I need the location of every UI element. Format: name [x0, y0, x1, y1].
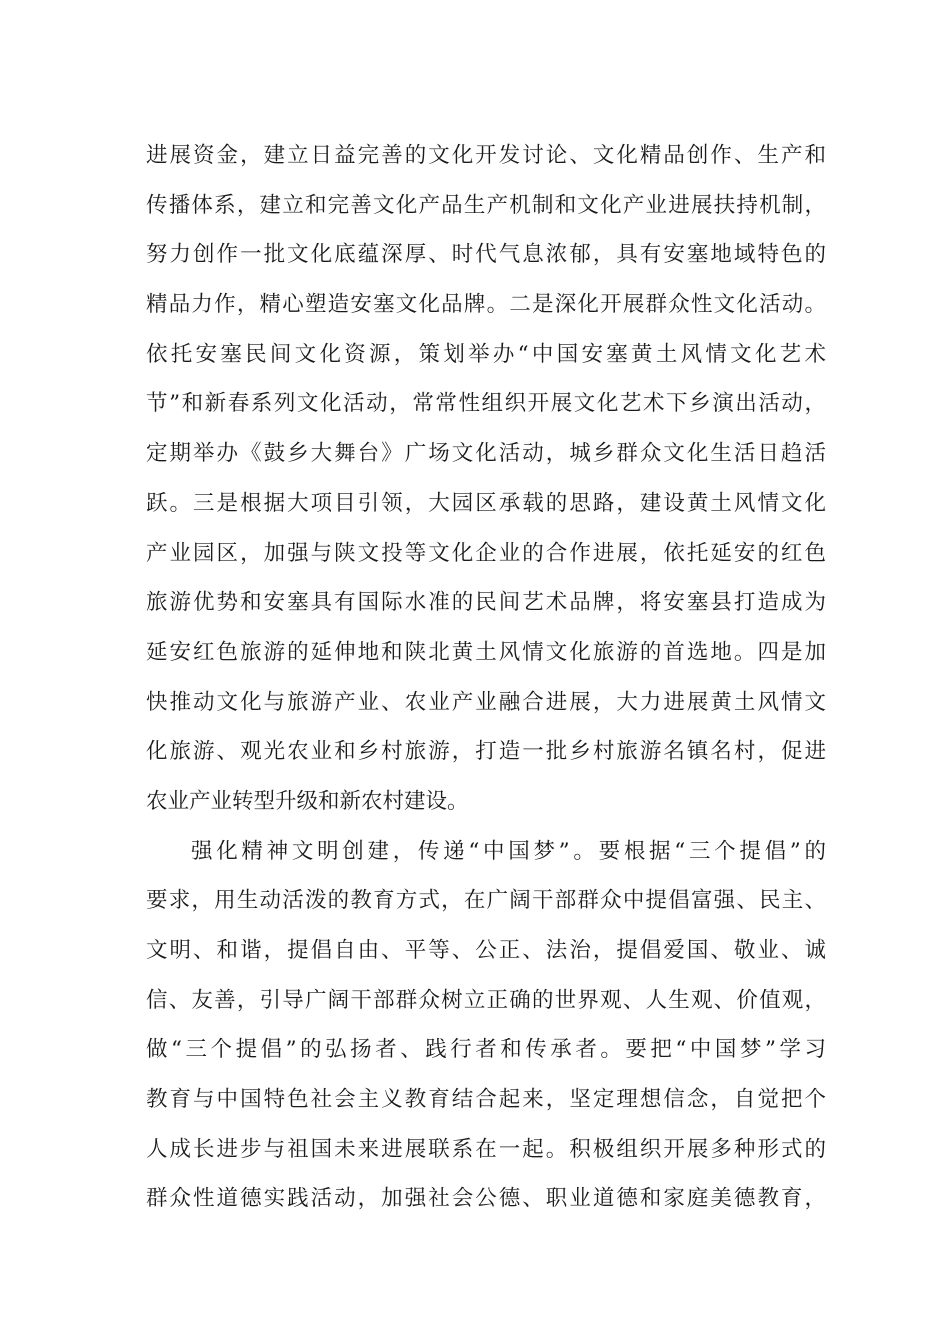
text-line: 快推动文化与旅游产业、农业产业融合进展，大力进展黄土风情文	[146, 689, 826, 715]
text-line: 人成长进步与祖国未来进展联系在一起。积极组织开展多种形式的	[146, 1136, 826, 1162]
text-line: 化旅游、观光农业和乡村旅游，打造一批乡村旅游名镇名村，促进	[146, 739, 826, 765]
text-line: 定期举办《鼓乡大舞台》广场文化活动，城乡群众文化生活日趋活	[146, 441, 826, 467]
text-line: 做“三个提倡”的弘扬者、践行者和传承者。要把“中国梦”学习	[146, 1037, 826, 1063]
text-line: 进展资金，建立日益完善的文化开发讨论、文化精品创作、生产和	[146, 143, 826, 168]
text-line: 群众性道德实践活动，加强社会公德、职业道德和家庭美德教育，	[146, 1186, 826, 1212]
text-line: 跃。三是根据大项目引领，大园区承载的思路，建设黄土风情文化	[146, 490, 826, 516]
text-line: 信、友善，引导广阔干部群众树立正确的世界观、人生观、价值观，	[146, 987, 826, 1013]
text-line: 教育与中国特色社会主义教育结合起来，坚定理想信念，自觉把个	[146, 1087, 826, 1113]
text-line: 农业产业转型升级和新农村建设。	[146, 788, 469, 814]
text-line: 努力创作一批文化底蕴深厚、时代气息浓郁，具有安塞地域特色的	[146, 242, 826, 268]
text-line: 依托安塞民间文化资源，策划举办“中国安塞黄土风情文化艺术	[146, 341, 826, 367]
text-line: 旅游优势和安塞具有国际水准的民间艺术品牌，将安塞县打造成为	[146, 590, 826, 616]
text-line: 强化精神文明创建，传递“中国梦”。要根据“三个提倡”的	[191, 838, 826, 864]
text-line: 产业园区，加强与陕文投等文化企业的合作进展，依托延安的红色	[146, 540, 826, 566]
body-text	[146, 131, 826, 1224]
text-line: 传播体系，建立和完善文化产品生产机制和文化产业进展扶持机制，	[146, 192, 826, 218]
text-line: 延安红色旅游的延伸地和陕北黄土风情文化旅游的首选地。四是加	[146, 639, 826, 665]
text-line: 节”和新春系列文化活动，常常性组织开展文化艺术下乡演出活动，	[146, 391, 826, 417]
text-line: 文明、和谐，提倡自由、平等、公正、法治，提倡爱国、敬业、诚	[146, 938, 826, 963]
text-line: 要求，用生动活泼的教育方式，在广阔干部群众中提倡富强、民主、	[146, 888, 826, 914]
text-line: 精品力作，精心塑造安塞文化品牌。二是深化开展群众性文化活动。	[146, 292, 826, 318]
